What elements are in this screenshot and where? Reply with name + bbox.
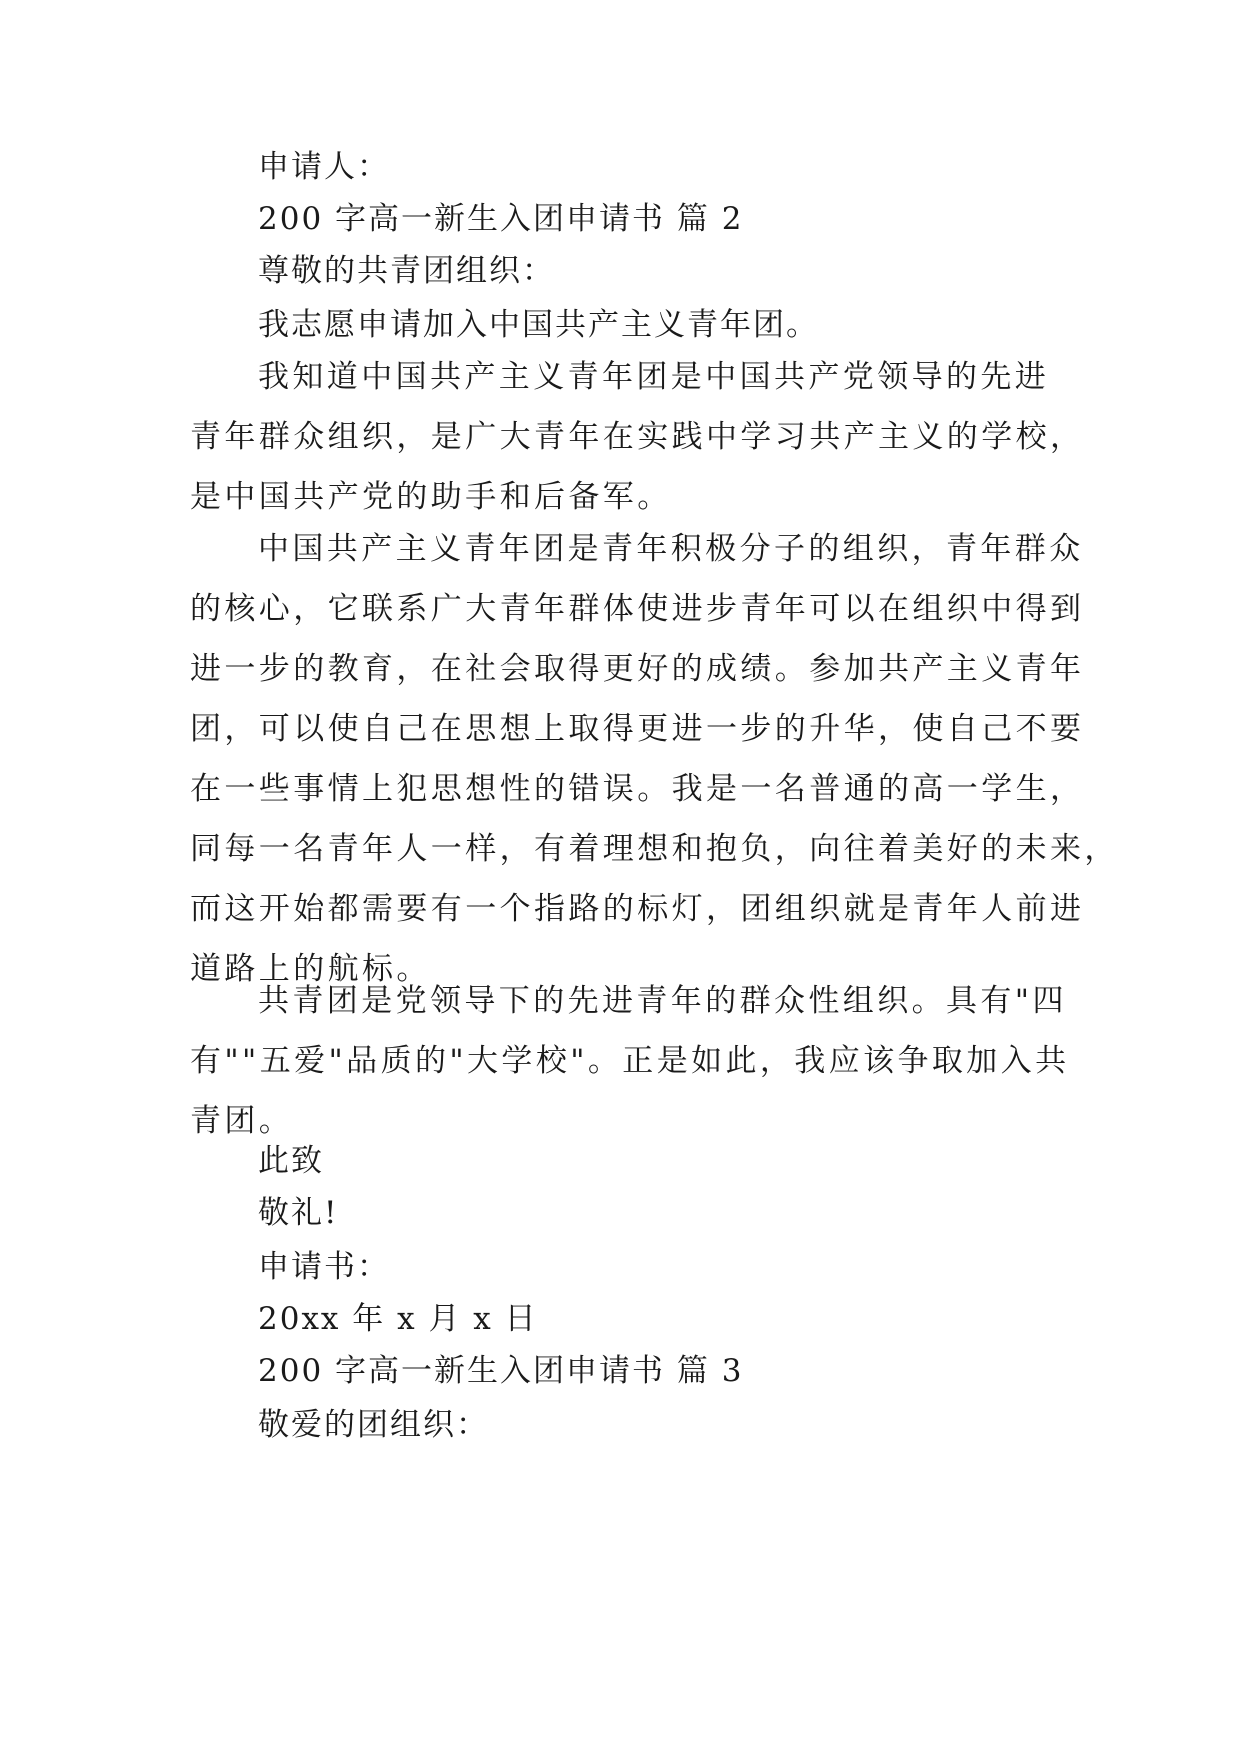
closing-line-2: 敬礼! — [258, 1195, 339, 1231]
paragraph-2-line-3: 是中国共产党的助手和后备军。 — [190, 479, 672, 515]
paragraph-4-line-2: 有""五爱"品质的"大学校"。正是如此，我应该争取加入共 — [190, 1043, 1070, 1079]
paragraph-3-line-2: 的核心，它联系广大青年群体使进步青年可以在组织中得到 — [190, 591, 1085, 627]
closing-line-1: 此致 — [258, 1143, 324, 1179]
paragraph-2-line-2: 青年群众组织，是广大青年在实践中学习共产主义的学校， — [190, 419, 1085, 455]
paragraph-2-line-1: 我知道中国共产主义青年团是中国共产党领导的先进 — [258, 359, 1050, 395]
paragraph-3 — [190, 519, 1119, 999]
section-heading-3: 200 字高一新生入团申请书 篇 3 — [258, 1353, 744, 1389]
paragraph-4 — [190, 971, 1070, 1151]
paragraph-1: 我志愿申请加入中国共产主义青年团。 — [258, 307, 819, 343]
paragraph-3-line-8: 道路上的航标。 — [190, 951, 431, 987]
applicant-label: 申请人： — [258, 149, 390, 185]
signature-label: 申请书： — [258, 1249, 390, 1285]
date-line: 20xx 年 x 月 x 日 — [258, 1301, 538, 1337]
paragraph-3-line-3: 进一步的教育，在社会取得更好的成绩。参加共产主义青年 — [190, 651, 1085, 687]
paragraph-3-line-5: 在一些事情上犯思想性的错误。我是一名普通的高一学生， — [190, 771, 1085, 807]
paragraph-3-line-7: 而这开始都需要有一个指路的标灯，团组织就是青年人前进 — [190, 891, 1085, 927]
salutation-3: 敬爱的团组织： — [258, 1407, 489, 1443]
paragraph-2 — [190, 347, 1085, 527]
paragraph-4-line-3: 青团。 — [190, 1103, 294, 1139]
paragraph-4-line-1: 共青团是党领导下的先进青年的群众性组织。具有"四 — [258, 983, 1067, 1019]
section-heading-2: 200 字高一新生入团申请书 篇 2 — [258, 201, 744, 237]
paragraph-3-line-1: 中国共产主义青年团是青年积极分子的组织，青年群众 — [258, 531, 1084, 567]
paragraph-3-line-4: 团，可以使自己在思想上取得更进一步的升华，使自己不要 — [190, 711, 1085, 747]
salutation-2: 尊敬的共青团组织： — [258, 253, 555, 289]
paragraph-3-line-6: 同每一名青年人一样，有着理想和抱负，向往着美好的未来， — [190, 831, 1119, 867]
